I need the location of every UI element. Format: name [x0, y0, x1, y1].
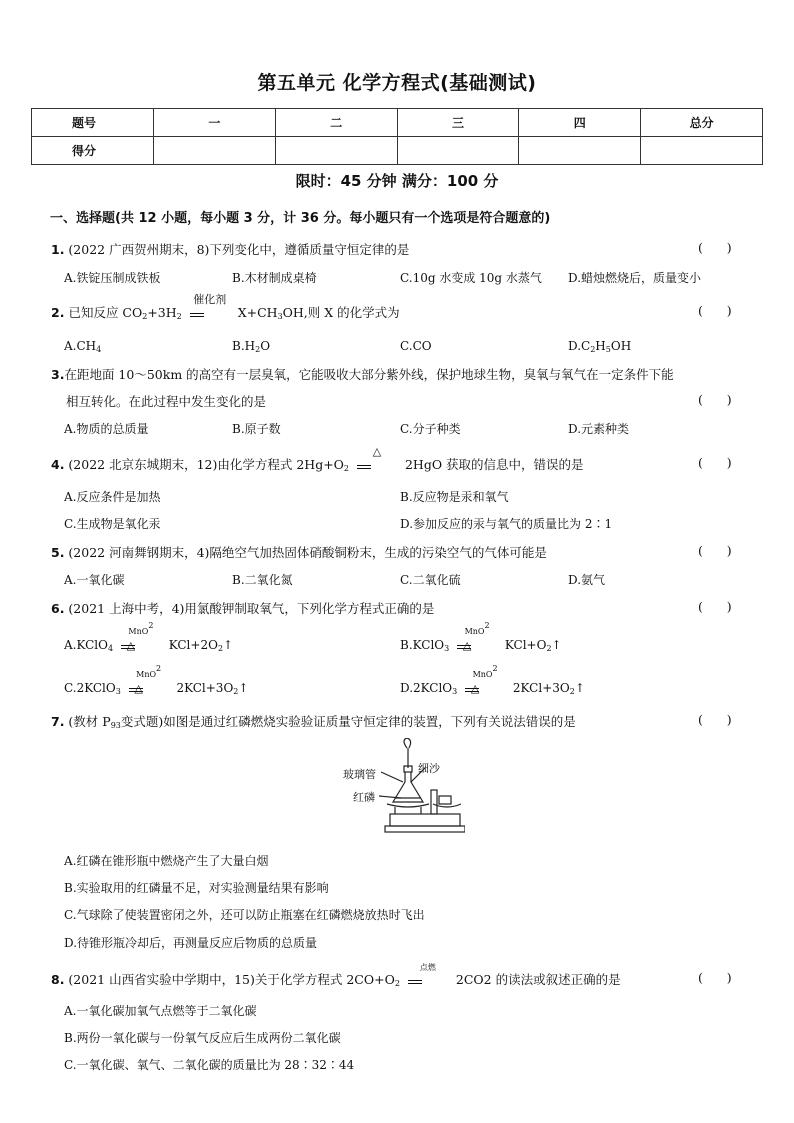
option-c[interactable]: C.2KClO$_3$ MnO2 △ $2KCl+3O_2↑$	[64, 664, 249, 696]
option-d[interactable]: D.蜡烛燃烧后，质量变小	[568, 271, 702, 285]
answer-paren[interactable]: ( )	[698, 455, 732, 470]
answer-paren[interactable]: ( )	[698, 303, 732, 318]
option-b[interactable]: B.原子数	[232, 422, 281, 436]
score-table-score-row	[32, 137, 763, 165]
option-d[interactable]: $D.C_2H_5OH$	[568, 339, 632, 354]
option-a[interactable]: A.反应条件是加热	[64, 490, 161, 504]
option-a[interactable]: A.一氧化碳	[64, 573, 125, 587]
option-a[interactable]: $A.CH_4$	[64, 339, 102, 354]
option-b[interactable]: B.二氧化氮	[232, 573, 293, 587]
question-6: 6. (2021 上海中考，4)用氯酸钾制取氧气，下列化学方程式正确的是	[51, 601, 435, 616]
reaction-sign: 催化剂	[186, 305, 234, 319]
figure-label-sand: 细沙	[418, 762, 440, 775]
option-c[interactable]: C.CO	[400, 339, 432, 353]
option-d[interactable]: D.2KClO$_3$ MnO2 △ $2KCl+3O_2↑$	[400, 664, 585, 696]
option-b[interactable]: B.木材制成桌椅	[232, 271, 317, 285]
table-cell: 得分	[32, 137, 154, 165]
option-d[interactable]: D.氨气	[568, 573, 606, 587]
answer-paren[interactable]: ( )	[698, 599, 732, 614]
option-b[interactable]: B.反应物是汞和氧气	[400, 490, 509, 504]
option-a[interactable]: A.一氧化碳加氧气点燃等于二氧化碳	[64, 1004, 257, 1018]
answer-paren[interactable]: ( )	[698, 543, 732, 558]
score-table	[31, 108, 763, 165]
score-input-cell[interactable]	[641, 137, 763, 165]
score-input-cell[interactable]	[519, 137, 641, 165]
page-title: 第五单元 化学方程式(基础测试)	[257, 72, 537, 94]
table-cell: 题号	[32, 109, 154, 137]
option-c[interactable]: C.气球除了使装置密闭之外，还可以防止瓶塞在红磷燃烧放热时飞出	[64, 908, 425, 922]
question-3: 3.在距地面 10～50km 的高空有一层臭氧，它能吸收大部分紫外线，保护地球生物，臭氧与氧气在一定条件下能	[51, 367, 674, 382]
question-7: 7. (教材 $P_{93}$变式题)如图是通过红磷燃烧实验验证质量守恒定律的装置，下列有关说法错误的是	[51, 714, 576, 730]
section-heading: 一、选择题(共 12 小题，每小题 3 分，计 36 分。每小题只有一个选项是符合题意的)	[50, 211, 551, 226]
question-3-line2: 相互转化。在此过程中发生变化的是	[66, 394, 267, 409]
figure-label-glass-tube: 玻璃管	[343, 768, 376, 781]
option-a[interactable]: A.铁锭压制成铁板	[64, 271, 161, 285]
option-b[interactable]: B.两份一氧化碳与一份氧气反应后生成两份二氧化碳	[64, 1031, 341, 1045]
experiment-figure	[335, 738, 465, 838]
answer-paren[interactable]: ( )	[698, 240, 732, 255]
option-a[interactable]: A.KClO$_4$ MnO2 △ $KCl+2O_2↑$	[64, 621, 234, 653]
score-input-cell[interactable]	[397, 137, 519, 165]
answer-paren[interactable]: ( )	[698, 392, 732, 407]
option-b[interactable]: B.实验取用的红磷量不足，对实验测量结果有影响	[64, 881, 329, 895]
answer-paren[interactable]: ( )	[698, 970, 732, 985]
reaction-sign: 点燃	[404, 972, 452, 986]
option-c[interactable]: C.10g 水变成 10g 水蒸气	[400, 271, 542, 285]
option-c[interactable]: C.分子种类	[400, 422, 461, 436]
table-cell: 三	[397, 109, 519, 137]
option-d[interactable]: D.参加反应的汞与氧气的质量比为 2∶1	[400, 517, 613, 531]
option-c[interactable]: C.二氧化硫	[400, 573, 461, 587]
question-2: 2. 已知反应 $CO_2+3H_2$ 催化剂 $X+CH_3OH$,则 X 的化学式为	[51, 293, 400, 321]
option-b[interactable]: $B.H_2O$	[232, 339, 271, 354]
score-table-header-row	[32, 109, 763, 137]
score-input-cell[interactable]	[275, 137, 397, 165]
question-1: 1. (2022 广西贺州期末，8)下列变化中，遵循质量守恒定律的是	[51, 242, 410, 257]
table-cell: 二	[275, 109, 397, 137]
option-c[interactable]: C.一氧化碳、氧气、二氧化碳的质量比为 28∶32∶44	[64, 1058, 355, 1072]
figure-label-red-phosphorus: 红磷	[353, 791, 375, 804]
option-b[interactable]: B.KClO$_3$ MnO2 △ $KCl+O_2↑$	[400, 621, 562, 653]
option-a[interactable]: A.红磷在锥形瓶中燃烧产生了大量白烟	[64, 854, 269, 868]
option-a[interactable]: A.物质的总质量	[64, 422, 149, 436]
answer-paren[interactable]: ( )	[698, 712, 732, 727]
time-limit: 限时：45 分钟 满分：100 分	[295, 172, 499, 190]
table-cell: 一	[154, 109, 276, 137]
question-8: 8. (2021 山西省实验中学期中，15)关于化学方程式 $2CO+O_2$ 点燃 2CO2 的读法或叙述正确的是	[51, 963, 621, 988]
reaction-sign: △	[353, 457, 401, 471]
option-d[interactable]: D.待锥形瓶冷却后，再测量反应后物质的总质量	[64, 936, 318, 950]
score-input-cell[interactable]	[154, 137, 276, 165]
table-cell: 四	[519, 109, 641, 137]
question-5: 5. (2022 河南舞钢期末，4)隔绝空气加热固体硝酸铜粉末，生成的污染空气的气体可能是	[51, 545, 547, 560]
question-4: 4. (2022 北京东城期末，12)由化学方程式 $2Hg+O_2$ △ 2HgO 获取的信息中，错误的是	[51, 445, 584, 473]
option-d[interactable]: D.元素种类	[568, 422, 630, 436]
option-c[interactable]: C.生成物是氧化汞	[64, 517, 161, 531]
table-cell: 总分	[641, 109, 763, 137]
